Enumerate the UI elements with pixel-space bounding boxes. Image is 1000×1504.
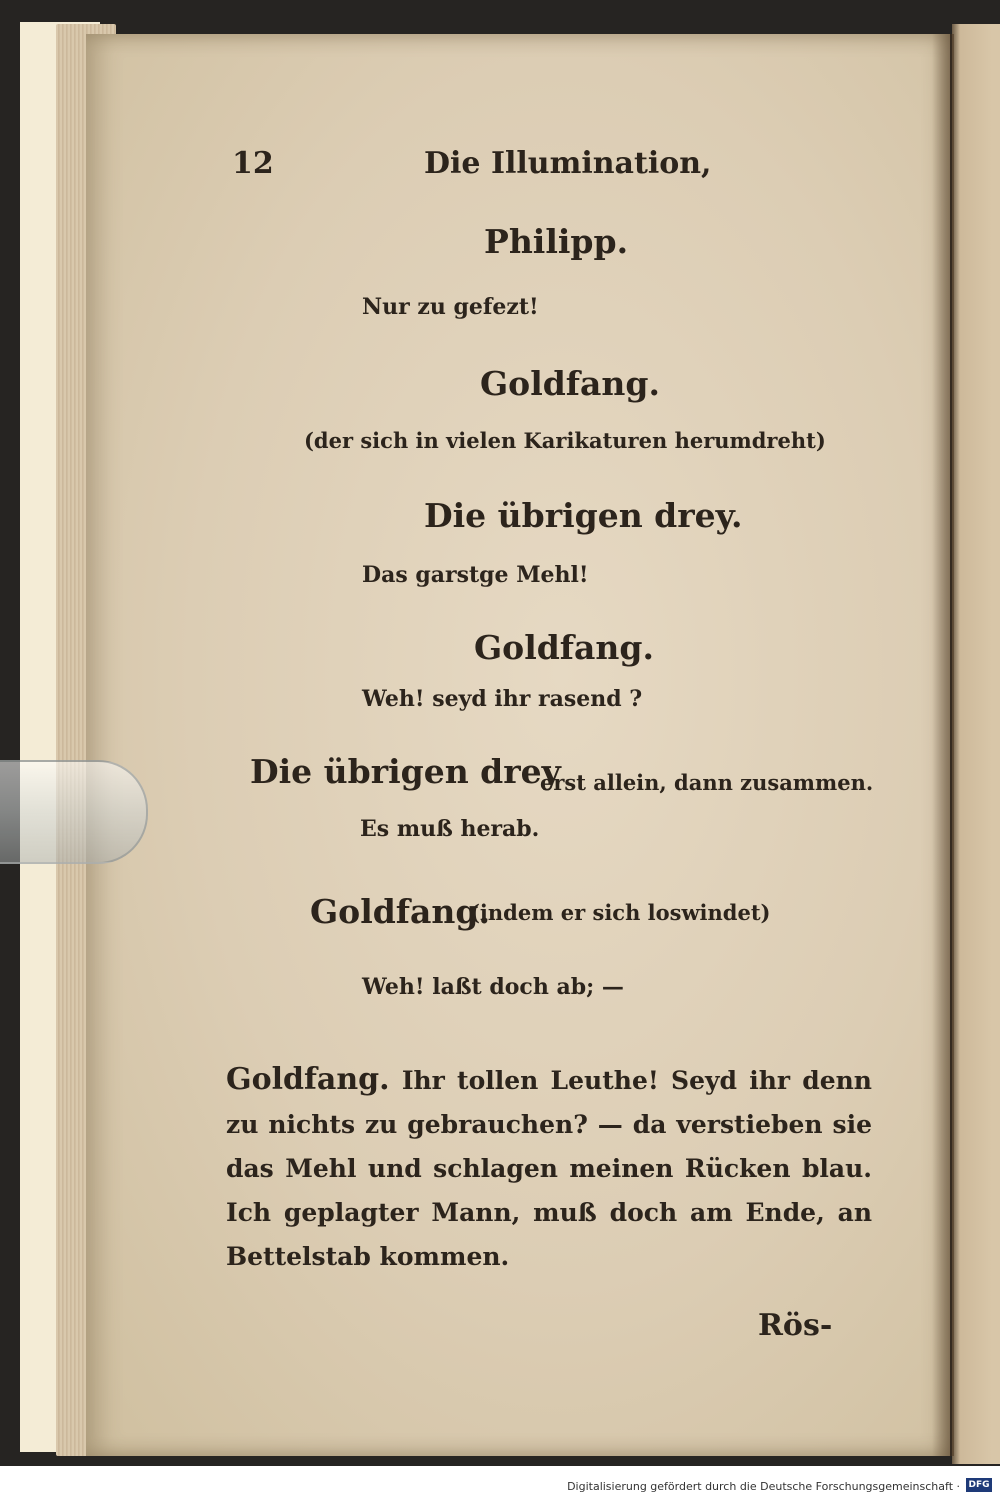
running-title: Die Illumination,	[424, 146, 712, 181]
speech-text: Ihr tollen Leuthe! Seyd ihr denn zu nichts zu gebrauchen? — da verstieben sie das Mehl und schlagen meinen Rücken blau. Ich geplagter Mann, muß doch am Ende, an Bettelstab kommen.	[226, 1066, 872, 1271]
stage-direction: (indem er sich loswindet)	[470, 900, 771, 925]
stage-direction: (der sich in vielen Karikaturen herumdreht)	[304, 428, 826, 453]
catchword: Rös-	[758, 1308, 833, 1343]
page-number: 12	[232, 146, 274, 181]
page-clip	[0, 760, 148, 864]
speech-line: Nur zu gefezt!	[362, 294, 539, 320]
gutter-shadow	[932, 34, 954, 1456]
speaker-name: Philipp.	[484, 222, 629, 261]
speaker-name: Goldfang.	[480, 364, 660, 403]
footer-credit: Digitalisierung gefördert durch die Deutsche Forschungsgemeinschaft ·	[567, 1480, 960, 1493]
speaker-name: Goldfang.	[310, 892, 490, 931]
stage-direction: erst allein, dann zusammen.	[540, 770, 874, 795]
speech-line: Es muß herab.	[360, 816, 540, 842]
speech-line: Weh! laßt doch ab; —	[362, 974, 624, 1000]
speaker-name: Goldfang.	[226, 1062, 390, 1097]
speaker-name: Die übrigen drey	[250, 752, 561, 791]
dfg-logo-icon: DFG	[966, 1478, 992, 1492]
facing-page-edge	[952, 24, 1000, 1464]
speaker-name: Die übrigen drey.	[424, 496, 743, 535]
speaker-name: Goldfang.	[474, 628, 654, 667]
closing-speech	[226, 1058, 872, 1279]
speech-line: Das garstge Mehl!	[362, 562, 589, 588]
speech-line: Weh! seyd ihr rasend ?	[362, 686, 643, 712]
digitization-footer	[0, 1466, 1000, 1504]
